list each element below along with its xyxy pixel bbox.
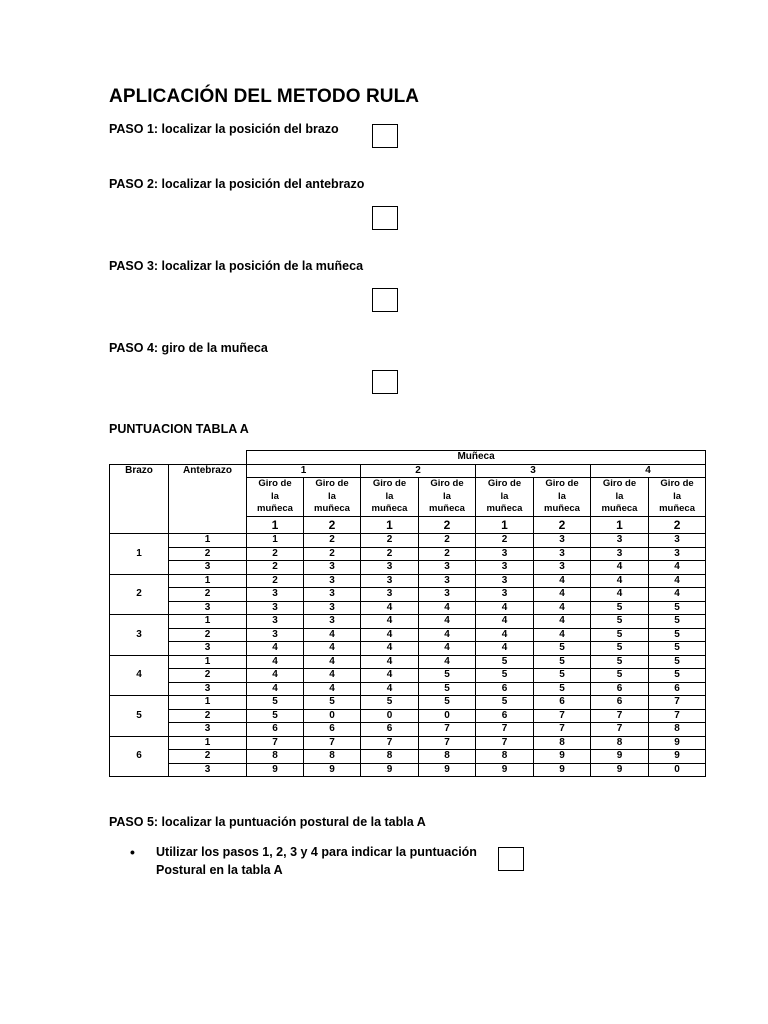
score-cell: 4 [247, 669, 304, 683]
score-cell: 0 [361, 709, 419, 723]
score-cell: 4 [649, 588, 706, 602]
page-title: APLICACIÓN DEL METODO RULA [109, 86, 420, 107]
muneca-col-4: 4 [591, 464, 706, 478]
score-cell: 2 [247, 547, 304, 561]
score-cell: 2 [304, 547, 361, 561]
bullet-line-1: Utilizar los pasos 1, 2, 3 y 4 para indicar la puntuación [156, 845, 477, 859]
table-corner [110, 451, 247, 465]
score-cell: 6 [304, 723, 361, 737]
step-5-answer-box[interactable] [498, 847, 524, 871]
score-cell: 4 [534, 574, 591, 588]
score-cell: 4 [419, 601, 476, 615]
score-cell: 7 [419, 736, 476, 750]
score-cell: 9 [247, 763, 304, 777]
score-cell: 5 [247, 696, 304, 710]
step-1-answer-box[interactable] [372, 124, 398, 148]
step-4-text: PASO 4: giro de la muñeca [109, 341, 268, 355]
score-cell: 9 [534, 763, 591, 777]
giro-value-3: 1 [361, 517, 419, 534]
score-cell: 4 [591, 561, 649, 575]
giro-label-4 [419, 478, 476, 517]
giro-label-line: muñeca [429, 503, 465, 515]
giro-label-line: muñeca [659, 503, 695, 515]
score-cell: 1 [247, 534, 304, 548]
score-cell: 8 [419, 750, 476, 764]
score-cell: 3 [419, 588, 476, 602]
antebrazo-cell: 2 [169, 628, 247, 642]
score-cell: 5 [419, 669, 476, 683]
score-cell: 4 [534, 588, 591, 602]
score-cell: 7 [534, 723, 591, 737]
giro-label-line: muñeca [601, 503, 638, 515]
score-cell: 2 [361, 534, 419, 548]
table-row [110, 561, 706, 575]
giro-label-line: Giro de [660, 478, 694, 490]
score-cell: 3 [476, 561, 534, 575]
giro-label-2 [304, 478, 361, 517]
score-cell: 6 [591, 682, 649, 696]
score-cell: 3 [304, 561, 361, 575]
table-row [110, 682, 706, 696]
score-cell: 4 [649, 561, 706, 575]
giro-label-1 [247, 478, 304, 517]
giro-label-line: muñeca [371, 503, 408, 515]
score-cell: 7 [534, 709, 591, 723]
score-cell: 3 [361, 561, 419, 575]
giro-label-line: muñeca [486, 503, 523, 515]
antebrazo-cell: 2 [169, 709, 247, 723]
giro-label-line: muñeca [544, 503, 580, 515]
score-cell: 9 [304, 763, 361, 777]
score-cell: 3 [476, 588, 534, 602]
score-cell: 5 [591, 669, 649, 683]
giro-label-line: la [271, 490, 279, 502]
score-cell: 3 [361, 574, 419, 588]
score-cell: 6 [534, 696, 591, 710]
score-cell: 3 [591, 547, 649, 561]
giro-label-line: la [500, 490, 509, 502]
antebrazo-cell: 2 [169, 669, 247, 683]
antebrazo-cell: 3 [169, 763, 247, 777]
score-cell: 7 [591, 723, 649, 737]
score-cell: 6 [476, 709, 534, 723]
giro-label-line: Giro de [315, 478, 349, 490]
score-cell: 4 [419, 615, 476, 629]
score-cell: 3 [534, 534, 591, 548]
score-cell: 9 [591, 750, 649, 764]
table-row [110, 574, 706, 588]
table-row [110, 723, 706, 737]
score-cell: 6 [361, 723, 419, 737]
table-row [110, 628, 706, 642]
giro-label-line: Giro de [487, 478, 522, 490]
brazo-cell: 3 [110, 615, 169, 656]
score-cell: 4 [591, 574, 649, 588]
score-cell: 4 [534, 628, 591, 642]
giro-label-line: muñeca [314, 503, 350, 515]
score-cell: 9 [649, 736, 706, 750]
score-cell: 2 [476, 534, 534, 548]
score-cell: 4 [649, 574, 706, 588]
score-cell: 5 [534, 682, 591, 696]
score-cell: 4 [361, 682, 419, 696]
score-cell: 4 [304, 655, 361, 669]
score-cell: 8 [649, 723, 706, 737]
score-cell: 6 [476, 682, 534, 696]
score-cell: 2 [247, 574, 304, 588]
header-brazo: Brazo [110, 464, 169, 478]
score-cell: 5 [476, 669, 534, 683]
score-cell: 5 [591, 601, 649, 615]
brazo-header-spacer [110, 478, 169, 517]
score-cell: 8 [476, 750, 534, 764]
score-cell: 8 [591, 736, 649, 750]
score-cell: 3 [534, 547, 591, 561]
table-row [110, 601, 706, 615]
score-cell: 2 [419, 534, 476, 548]
giro-value-1: 1 [247, 517, 304, 534]
score-cell: 7 [649, 709, 706, 723]
score-cell: 7 [247, 736, 304, 750]
score-cell: 3 [304, 574, 361, 588]
score-cell: 3 [419, 561, 476, 575]
score-cell: 8 [534, 736, 591, 750]
score-cell: 5 [649, 615, 706, 629]
giro-label-8 [649, 478, 706, 517]
antebrazo-header-spacer [169, 517, 247, 534]
score-cell: 7 [649, 696, 706, 710]
score-cell: 3 [247, 588, 304, 602]
giro-value-6: 2 [534, 517, 591, 534]
giro-label-line: la [558, 490, 566, 502]
step-2-text: PASO 2: localizar la posición del antebrazo [109, 177, 365, 191]
giro-label-line: Giro de [430, 478, 464, 490]
score-cell: 3 [247, 601, 304, 615]
giro-value-2: 2 [304, 517, 361, 534]
score-cell: 3 [476, 547, 534, 561]
score-cell: 2 [361, 547, 419, 561]
score-cell: 5 [591, 615, 649, 629]
score-cell: 9 [419, 763, 476, 777]
brazo-cell: 5 [110, 696, 169, 737]
antebrazo-cell: 2 [169, 547, 247, 561]
step-3-text: PASO 3: localizar la posición de la muñeca [109, 259, 364, 273]
score-cell: 2 [304, 534, 361, 548]
score-cell: 8 [361, 750, 419, 764]
score-cell: 5 [649, 655, 706, 669]
score-cell: 7 [591, 709, 649, 723]
score-cell: 3 [361, 588, 419, 602]
brazo-cell: 4 [110, 655, 169, 696]
rula-table-a [109, 450, 706, 777]
score-cell: 9 [476, 763, 534, 777]
score-cell: 9 [534, 750, 591, 764]
table-row [110, 615, 706, 629]
score-cell: 3 [247, 628, 304, 642]
step-5-text: PASO 5: localizar la puntuación postural de la tabla A [109, 815, 426, 829]
score-cell: 5 [361, 696, 419, 710]
score-cell: 2 [419, 547, 476, 561]
table-row [110, 547, 706, 561]
antebrazo-cell: 1 [169, 696, 247, 710]
giro-label-7 [591, 478, 649, 517]
muneca-col-2: 2 [361, 464, 476, 478]
giro-label-line: la [385, 490, 394, 502]
score-cell: 4 [361, 655, 419, 669]
score-cell: 4 [476, 601, 534, 615]
score-cell: 3 [476, 574, 534, 588]
score-cell: 4 [476, 615, 534, 629]
table-row [110, 669, 706, 683]
score-cell: 5 [419, 682, 476, 696]
table-row [110, 655, 706, 669]
score-cell: 5 [649, 669, 706, 683]
giro-value-8: 2 [649, 517, 706, 534]
score-cell: 0 [304, 709, 361, 723]
score-cell: 4 [361, 642, 419, 656]
score-cell: 5 [649, 628, 706, 642]
brazo-cell: 2 [110, 574, 169, 615]
giro-label-6 [534, 478, 591, 517]
giro-label-line: Giro de [602, 478, 637, 490]
giro-value-5: 1 [476, 517, 534, 534]
score-cell: 4 [361, 601, 419, 615]
score-cell: 5 [591, 642, 649, 656]
score-cell: 4 [247, 682, 304, 696]
score-cell: 3 [247, 615, 304, 629]
score-cell: 4 [361, 628, 419, 642]
score-cell: 5 [476, 696, 534, 710]
score-cell: 3 [304, 601, 361, 615]
score-cell: 5 [476, 655, 534, 669]
score-cell: 4 [304, 669, 361, 683]
score-cell: 7 [476, 736, 534, 750]
bullet-symbol: • [130, 844, 135, 860]
giro-label-line: Giro de [545, 478, 579, 490]
antebrazo-cell: 2 [169, 588, 247, 602]
score-cell: 0 [419, 709, 476, 723]
score-cell: 2 [247, 561, 304, 575]
score-cell: 6 [649, 682, 706, 696]
score-cell: 5 [304, 696, 361, 710]
table-row [110, 750, 706, 764]
score-cell: 5 [534, 642, 591, 656]
giro-label-3 [361, 478, 419, 517]
antebrazo-header-spacer [169, 478, 247, 517]
score-cell: 4 [247, 655, 304, 669]
giro-label-line: muñeca [257, 503, 293, 515]
score-cell: 8 [304, 750, 361, 764]
score-cell: 9 [649, 750, 706, 764]
giro-label-line: la [615, 490, 624, 502]
score-cell: 3 [591, 534, 649, 548]
antebrazo-cell: 3 [169, 723, 247, 737]
bullet-text [156, 843, 496, 879]
brazo-cell: 6 [110, 736, 169, 777]
giro-label-line: la [443, 490, 451, 502]
table-row [110, 696, 706, 710]
score-cell: 4 [476, 642, 534, 656]
score-cell: 9 [361, 763, 419, 777]
score-cell: 5 [419, 696, 476, 710]
score-cell: 3 [649, 547, 706, 561]
score-cell: 7 [419, 723, 476, 737]
score-cell: 4 [534, 601, 591, 615]
score-cell: 4 [247, 642, 304, 656]
score-cell: 4 [361, 615, 419, 629]
antebrazo-cell: 1 [169, 534, 247, 548]
giro-value-7: 1 [591, 517, 649, 534]
score-cell: 3 [534, 561, 591, 575]
table-row [110, 588, 706, 602]
score-cell: 5 [247, 709, 304, 723]
score-cell: 7 [361, 736, 419, 750]
bullet-line-2: Postural en la tabla A [156, 863, 283, 877]
antebrazo-cell: 1 [169, 615, 247, 629]
score-cell: 4 [419, 642, 476, 656]
score-cell: 6 [591, 696, 649, 710]
giro-label-line: Giro de [372, 478, 407, 490]
score-cell: 4 [361, 669, 419, 683]
score-cell: 4 [304, 628, 361, 642]
score-cell: 4 [476, 628, 534, 642]
giro-value-4: 2 [419, 517, 476, 534]
table-heading: PUNTUACION TABLA A [109, 422, 249, 436]
score-cell: 3 [304, 588, 361, 602]
score-cell: 5 [591, 655, 649, 669]
step-4-answer-box[interactable] [372, 370, 398, 394]
score-cell: 5 [534, 669, 591, 683]
score-cell: 3 [304, 615, 361, 629]
giro-label-line: Giro de [258, 478, 292, 490]
score-cell: 6 [247, 723, 304, 737]
score-cell: 5 [649, 642, 706, 656]
giro-label-5 [476, 478, 534, 517]
antebrazo-cell: 1 [169, 574, 247, 588]
score-cell: 5 [649, 601, 706, 615]
score-cell: 4 [304, 642, 361, 656]
score-cell: 0 [649, 763, 706, 777]
header-antebrazo: Antebrazo [169, 464, 247, 478]
table-row [110, 763, 706, 777]
score-cell: 5 [534, 655, 591, 669]
table-row [110, 642, 706, 656]
antebrazo-cell: 3 [169, 561, 247, 575]
score-cell: 9 [591, 763, 649, 777]
step-3-answer-box[interactable] [372, 288, 398, 312]
score-cell: 7 [304, 736, 361, 750]
score-cell: 8 [247, 750, 304, 764]
score-cell: 4 [534, 615, 591, 629]
score-cell: 3 [419, 574, 476, 588]
muneca-col-1: 1 [247, 464, 361, 478]
step-1-text: PASO 1: localizar la posición del brazo [109, 122, 339, 136]
score-cell: 3 [649, 534, 706, 548]
table-row [110, 534, 706, 548]
antebrazo-cell: 1 [169, 736, 247, 750]
giro-label-line: la [673, 490, 682, 502]
score-cell: 5 [591, 628, 649, 642]
antebrazo-cell: 3 [169, 682, 247, 696]
score-cell: 4 [304, 682, 361, 696]
antebrazo-cell: 2 [169, 750, 247, 764]
brazo-header-spacer [110, 517, 169, 534]
antebrazo-cell: 1 [169, 655, 247, 669]
muneca-col-3: 3 [476, 464, 591, 478]
brazo-cell: 1 [110, 534, 169, 575]
table-row [110, 709, 706, 723]
score-cell: 4 [591, 588, 649, 602]
giro-label-line: la [328, 490, 336, 502]
header-muneca: Muñeca [247, 451, 706, 465]
score-cell: 7 [476, 723, 534, 737]
score-cell: 4 [419, 655, 476, 669]
table-row [110, 736, 706, 750]
step-2-answer-box[interactable] [372, 206, 398, 230]
antebrazo-cell: 3 [169, 601, 247, 615]
score-cell: 4 [419, 628, 476, 642]
antebrazo-cell: 3 [169, 642, 247, 656]
